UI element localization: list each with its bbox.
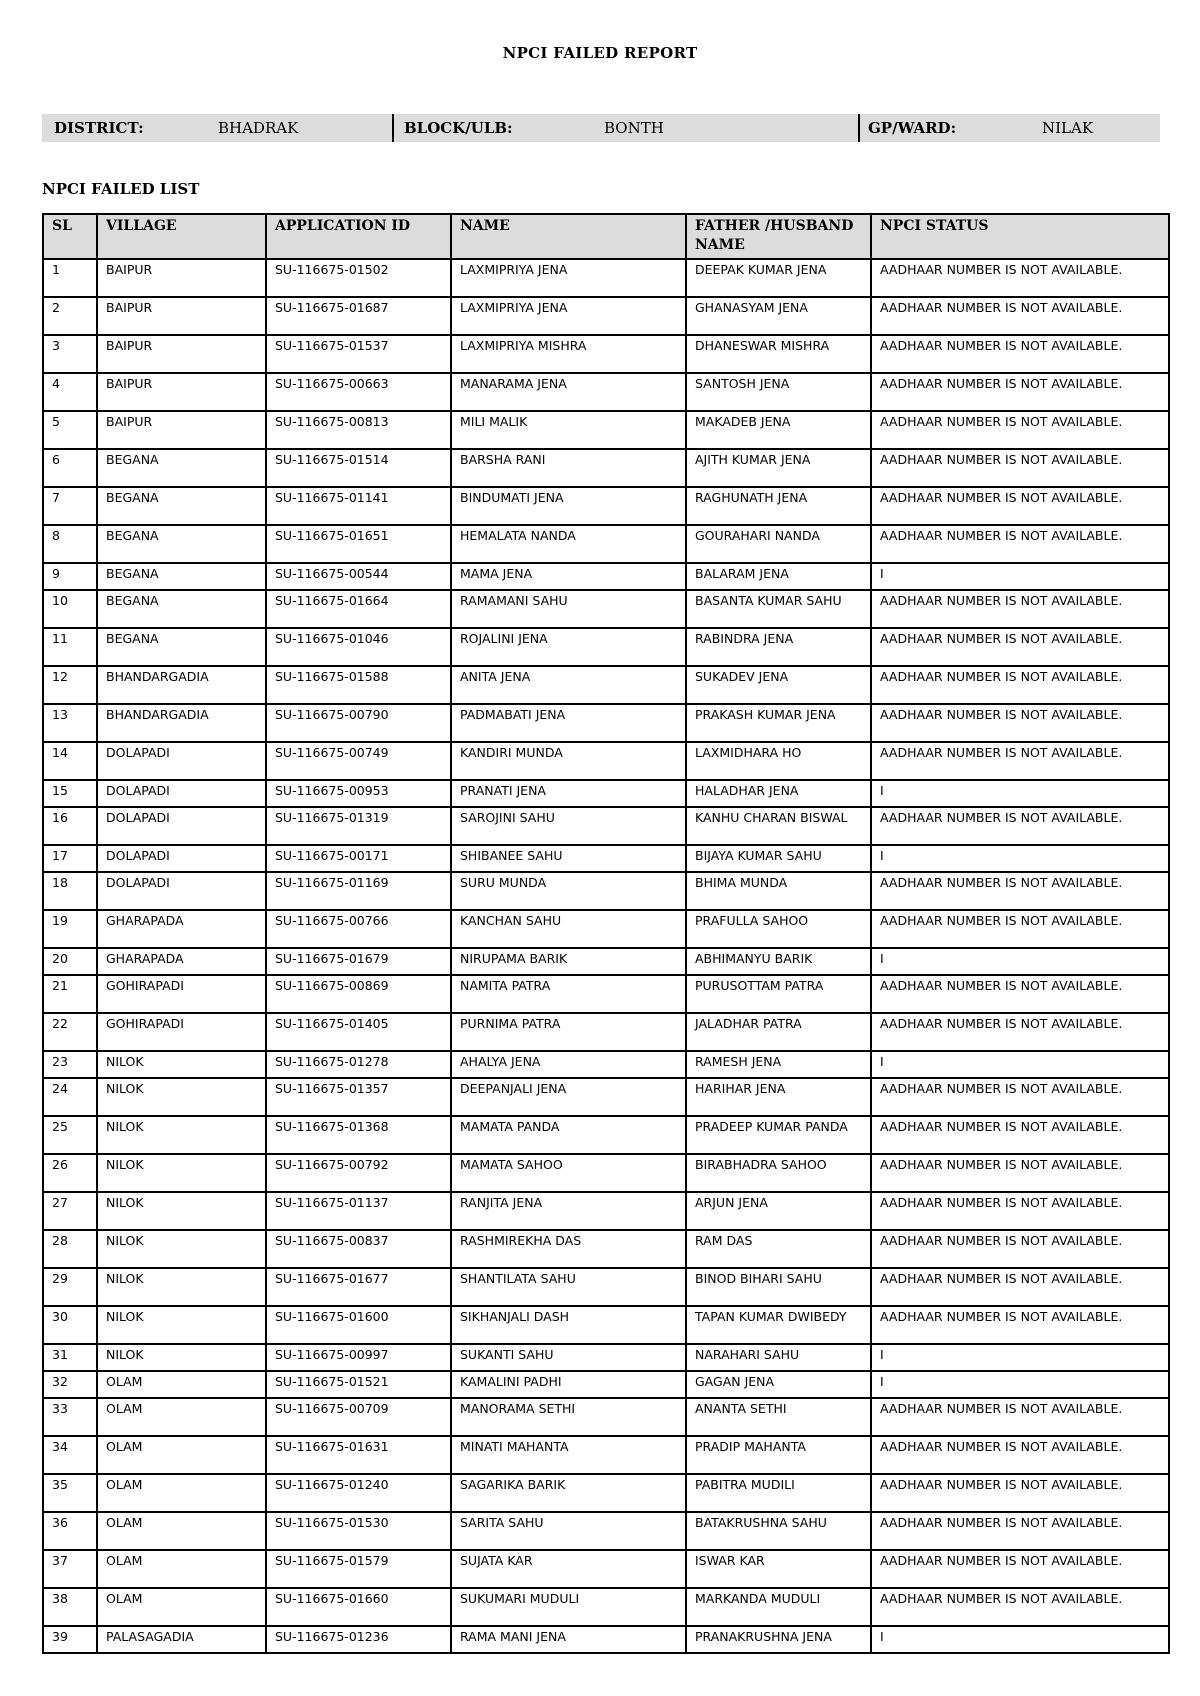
cell-village: OLAM bbox=[97, 1398, 266, 1436]
cell-name: PURNIMA PATRA bbox=[451, 1013, 686, 1051]
cell-name: SHIBANEE SAHU bbox=[451, 845, 686, 872]
cell-application-id: SU-116675-00766 bbox=[266, 910, 451, 948]
table-row bbox=[43, 1344, 1169, 1371]
cell-name: RAMAMANI SAHU bbox=[451, 590, 686, 628]
cell-sl: 19 bbox=[43, 910, 97, 948]
table-row bbox=[43, 742, 1169, 780]
cell-npci-status: AADHAAR NUMBER IS NOT AVAILABLE. bbox=[871, 449, 1169, 487]
district-value: BHADRAK bbox=[218, 119, 299, 137]
cell-sl: 28 bbox=[43, 1230, 97, 1268]
cell-village: NILOK bbox=[97, 1051, 266, 1078]
gp-label: GP/WARD: bbox=[868, 119, 957, 137]
cell-application-id: SU-116675-00997 bbox=[266, 1344, 451, 1371]
cell-npci-status: AADHAAR NUMBER IS NOT AVAILABLE. bbox=[871, 525, 1169, 563]
cell-npci-status: I bbox=[871, 1626, 1169, 1653]
cell-village: BEGANA bbox=[97, 487, 266, 525]
cell-father-husband-name: GOURAHARI NANDA bbox=[686, 525, 871, 563]
cell-sl: 3 bbox=[43, 335, 97, 373]
cell-village: BHANDARGADIA bbox=[97, 666, 266, 704]
cell-village: BAIPUR bbox=[97, 297, 266, 335]
cell-name: MANARAMA JENA bbox=[451, 373, 686, 411]
cell-npci-status: AADHAAR NUMBER IS NOT AVAILABLE. bbox=[871, 910, 1169, 948]
cell-name: NIRUPAMA BARIK bbox=[451, 948, 686, 975]
table-row bbox=[43, 1306, 1169, 1344]
table-row bbox=[43, 872, 1169, 910]
cell-sl: 35 bbox=[43, 1474, 97, 1512]
table-row bbox=[43, 259, 1169, 297]
cell-application-id: SU-116675-00171 bbox=[266, 845, 451, 872]
cell-village: BAIPUR bbox=[97, 373, 266, 411]
table-header-row bbox=[43, 214, 1169, 259]
table-row bbox=[43, 1398, 1169, 1436]
table-row bbox=[43, 1051, 1169, 1078]
cell-father-husband-name: PURUSOTTAM PATRA bbox=[686, 975, 871, 1013]
cell-sl: 1 bbox=[43, 259, 97, 297]
cell-father-husband-name: BATAKRUSHNA SAHU bbox=[686, 1512, 871, 1550]
cell-father-husband-name: ANANTA SETHI bbox=[686, 1398, 871, 1436]
cell-npci-status: AADHAAR NUMBER IS NOT AVAILABLE. bbox=[871, 1588, 1169, 1626]
table-row bbox=[43, 1588, 1169, 1626]
cell-application-id: SU-116675-01236 bbox=[266, 1626, 451, 1653]
table-row bbox=[43, 666, 1169, 704]
cell-village: DOLAPADI bbox=[97, 845, 266, 872]
header-father-husband-name: FATHER /HUSBAND NAME bbox=[686, 214, 871, 259]
cell-name: BINDUMATI JENA bbox=[451, 487, 686, 525]
cell-father-husband-name: RAM DAS bbox=[686, 1230, 871, 1268]
cell-father-husband-name: DEEPAK KUMAR JENA bbox=[686, 259, 871, 297]
cell-village: GOHIRAPADI bbox=[97, 975, 266, 1013]
cell-application-id: SU-116675-00813 bbox=[266, 411, 451, 449]
cell-village: BAIPUR bbox=[97, 259, 266, 297]
cell-name: ANITA JENA bbox=[451, 666, 686, 704]
report-title: NPCI FAILED REPORT bbox=[502, 44, 698, 62]
cell-name: MILI MALIK bbox=[451, 411, 686, 449]
cell-father-husband-name: PRAKASH KUMAR JENA bbox=[686, 704, 871, 742]
cell-sl: 29 bbox=[43, 1268, 97, 1306]
cell-father-husband-name: HARIHAR JENA bbox=[686, 1078, 871, 1116]
cell-name: LAXMIPRIYA MISHRA bbox=[451, 335, 686, 373]
cell-npci-status: I bbox=[871, 1344, 1169, 1371]
cell-village: DOLAPADI bbox=[97, 780, 266, 807]
cell-village: BEGANA bbox=[97, 563, 266, 590]
header-sl: SL bbox=[43, 214, 97, 259]
cell-name: SUKUMARI MUDULI bbox=[451, 1588, 686, 1626]
cell-sl: 30 bbox=[43, 1306, 97, 1344]
cell-father-husband-name: MARKANDA MUDULI bbox=[686, 1588, 871, 1626]
cell-father-husband-name: ISWAR KAR bbox=[686, 1550, 871, 1588]
gp-value: NILAK bbox=[1042, 119, 1094, 137]
cell-father-husband-name: AJITH KUMAR JENA bbox=[686, 449, 871, 487]
cell-application-id: SU-116675-01514 bbox=[266, 449, 451, 487]
table-row bbox=[43, 1116, 1169, 1154]
cell-npci-status: AADHAAR NUMBER IS NOT AVAILABLE. bbox=[871, 1436, 1169, 1474]
cell-name: MAMATA SAHOO bbox=[451, 1154, 686, 1192]
cell-application-id: SU-116675-01137 bbox=[266, 1192, 451, 1230]
cell-father-husband-name: MAKADEB JENA bbox=[686, 411, 871, 449]
cell-name: SURU MUNDA bbox=[451, 872, 686, 910]
cell-npci-status: AADHAAR NUMBER IS NOT AVAILABLE. bbox=[871, 1268, 1169, 1306]
cell-name: ROJALINI JENA bbox=[451, 628, 686, 666]
cell-application-id: SU-116675-00869 bbox=[266, 975, 451, 1013]
cell-name: HEMALATA NANDA bbox=[451, 525, 686, 563]
cell-village: GHARAPADA bbox=[97, 948, 266, 975]
cell-npci-status: AADHAAR NUMBER IS NOT AVAILABLE. bbox=[871, 590, 1169, 628]
cell-application-id: SU-116675-00544 bbox=[266, 563, 451, 590]
cell-sl: 7 bbox=[43, 487, 97, 525]
cell-npci-status: I bbox=[871, 563, 1169, 590]
cell-name: MAMATA PANDA bbox=[451, 1116, 686, 1154]
cell-application-id: SU-116675-01405 bbox=[266, 1013, 451, 1051]
cell-application-id: SU-116675-01521 bbox=[266, 1371, 451, 1398]
table-row bbox=[43, 335, 1169, 373]
cell-application-id: SU-116675-01660 bbox=[266, 1588, 451, 1626]
cell-application-id: SU-116675-00709 bbox=[266, 1398, 451, 1436]
table-row bbox=[43, 845, 1169, 872]
cell-application-id: SU-116675-01588 bbox=[266, 666, 451, 704]
cell-father-husband-name: TAPAN KUMAR DWIBEDY bbox=[686, 1306, 871, 1344]
cell-village: GOHIRAPADI bbox=[97, 1013, 266, 1051]
table-row bbox=[43, 590, 1169, 628]
cell-sl: 36 bbox=[43, 1512, 97, 1550]
cell-father-husband-name: BASANTA KUMAR SAHU bbox=[686, 590, 871, 628]
cell-application-id: SU-116675-01368 bbox=[266, 1116, 451, 1154]
header-npci-status: NPCI STATUS bbox=[871, 214, 1169, 259]
cell-application-id: SU-116675-01169 bbox=[266, 872, 451, 910]
cell-father-husband-name: PABITRA MUDILI bbox=[686, 1474, 871, 1512]
cell-name: MAMA JENA bbox=[451, 563, 686, 590]
cell-name: LAXMIPRIYA JENA bbox=[451, 297, 686, 335]
cell-village: DOLAPADI bbox=[97, 742, 266, 780]
cell-name: NAMITA PATRA bbox=[451, 975, 686, 1013]
cell-village: NILOK bbox=[97, 1154, 266, 1192]
cell-village: BEGANA bbox=[97, 628, 266, 666]
block-value: BONTH bbox=[604, 119, 664, 137]
cell-sl: 21 bbox=[43, 975, 97, 1013]
cell-father-husband-name: GAGAN JENA bbox=[686, 1371, 871, 1398]
cell-application-id: SU-116675-01537 bbox=[266, 335, 451, 373]
table-row bbox=[43, 1371, 1169, 1398]
npci-failed-table bbox=[42, 213, 1170, 1654]
cell-application-id: SU-116675-01600 bbox=[266, 1306, 451, 1344]
cell-application-id: SU-116675-01046 bbox=[266, 628, 451, 666]
cell-npci-status: AADHAAR NUMBER IS NOT AVAILABLE. bbox=[871, 742, 1169, 780]
cell-sl: 33 bbox=[43, 1398, 97, 1436]
cell-application-id: SU-116675-01357 bbox=[266, 1078, 451, 1116]
divider bbox=[858, 114, 860, 142]
cell-father-husband-name: PRADIP MAHANTA bbox=[686, 1436, 871, 1474]
cell-name: SAROJINI SAHU bbox=[451, 807, 686, 845]
cell-sl: 11 bbox=[43, 628, 97, 666]
cell-father-husband-name: JALADHAR PATRA bbox=[686, 1013, 871, 1051]
cell-npci-status: AADHAAR NUMBER IS NOT AVAILABLE. bbox=[871, 1192, 1169, 1230]
cell-father-husband-name: BALARAM JENA bbox=[686, 563, 871, 590]
cell-village: PALASAGADIA bbox=[97, 1626, 266, 1653]
table-row bbox=[43, 780, 1169, 807]
cell-village: BEGANA bbox=[97, 590, 266, 628]
cell-village: BEGANA bbox=[97, 525, 266, 563]
cell-application-id: SU-116675-00792 bbox=[266, 1154, 451, 1192]
cell-application-id: SU-116675-01141 bbox=[266, 487, 451, 525]
list-title: NPCI FAILED LIST bbox=[42, 180, 200, 198]
cell-npci-status: AADHAAR NUMBER IS NOT AVAILABLE. bbox=[871, 487, 1169, 525]
cell-name: AHALYA JENA bbox=[451, 1051, 686, 1078]
cell-village: NILOK bbox=[97, 1078, 266, 1116]
cell-sl: 2 bbox=[43, 297, 97, 335]
cell-application-id: SU-116675-01651 bbox=[266, 525, 451, 563]
cell-sl: 13 bbox=[43, 704, 97, 742]
table-row bbox=[43, 704, 1169, 742]
cell-npci-status: AADHAAR NUMBER IS NOT AVAILABLE. bbox=[871, 1398, 1169, 1436]
cell-npci-status: I bbox=[871, 1371, 1169, 1398]
cell-application-id: SU-116675-01240 bbox=[266, 1474, 451, 1512]
cell-name: RAMA MANI JENA bbox=[451, 1626, 686, 1653]
table-row bbox=[43, 1436, 1169, 1474]
cell-village: NILOK bbox=[97, 1306, 266, 1344]
cell-sl: 4 bbox=[43, 373, 97, 411]
cell-sl: 16 bbox=[43, 807, 97, 845]
cell-sl: 37 bbox=[43, 1550, 97, 1588]
cell-sl: 39 bbox=[43, 1626, 97, 1653]
cell-name: SIKHANJALI DASH bbox=[451, 1306, 686, 1344]
cell-npci-status: AADHAAR NUMBER IS NOT AVAILABLE. bbox=[871, 975, 1169, 1013]
cell-sl: 25 bbox=[43, 1116, 97, 1154]
table-row bbox=[43, 1550, 1169, 1588]
cell-father-husband-name: PRAFULLA SAHOO bbox=[686, 910, 871, 948]
cell-npci-status: AADHAAR NUMBER IS NOT AVAILABLE. bbox=[871, 1474, 1169, 1512]
cell-name: LAXMIPRIYA JENA bbox=[451, 259, 686, 297]
cell-name: RASHMIREKHA DAS bbox=[451, 1230, 686, 1268]
cell-application-id: SU-116675-01664 bbox=[266, 590, 451, 628]
cell-npci-status: AADHAAR NUMBER IS NOT AVAILABLE. bbox=[871, 373, 1169, 411]
cell-npci-status: AADHAAR NUMBER IS NOT AVAILABLE. bbox=[871, 297, 1169, 335]
cell-village: BAIPUR bbox=[97, 411, 266, 449]
cell-father-husband-name: RAMESH JENA bbox=[686, 1051, 871, 1078]
cell-father-husband-name: SUKADEV JENA bbox=[686, 666, 871, 704]
cell-application-id: SU-116675-01631 bbox=[266, 1436, 451, 1474]
cell-village: BAIPUR bbox=[97, 335, 266, 373]
cell-village: NILOK bbox=[97, 1230, 266, 1268]
cell-npci-status: AADHAAR NUMBER IS NOT AVAILABLE. bbox=[871, 1154, 1169, 1192]
cell-npci-status: AADHAAR NUMBER IS NOT AVAILABLE. bbox=[871, 704, 1169, 742]
table-row bbox=[43, 373, 1169, 411]
cell-npci-status: AADHAAR NUMBER IS NOT AVAILABLE. bbox=[871, 259, 1169, 297]
table-row bbox=[43, 297, 1169, 335]
table-row bbox=[43, 1474, 1169, 1512]
cell-npci-status: AADHAAR NUMBER IS NOT AVAILABLE. bbox=[871, 1013, 1169, 1051]
cell-village: GHARAPADA bbox=[97, 910, 266, 948]
cell-sl: 26 bbox=[43, 1154, 97, 1192]
cell-sl: 17 bbox=[43, 845, 97, 872]
cell-village: OLAM bbox=[97, 1588, 266, 1626]
cell-village: NILOK bbox=[97, 1192, 266, 1230]
cell-father-husband-name: LAXMIDHARA HO bbox=[686, 742, 871, 780]
cell-father-husband-name: RAGHUNATH JENA bbox=[686, 487, 871, 525]
table-row bbox=[43, 449, 1169, 487]
cell-name: PRANATI JENA bbox=[451, 780, 686, 807]
cell-village: BEGANA bbox=[97, 449, 266, 487]
cell-village: DOLAPADI bbox=[97, 807, 266, 845]
cell-father-husband-name: ABHIMANYU BARIK bbox=[686, 948, 871, 975]
block-label: BLOCK/ULB: bbox=[404, 119, 513, 137]
cell-village: BHANDARGADIA bbox=[97, 704, 266, 742]
table-row bbox=[43, 975, 1169, 1013]
cell-sl: 9 bbox=[43, 563, 97, 590]
cell-npci-status: AADHAAR NUMBER IS NOT AVAILABLE. bbox=[871, 666, 1169, 704]
table-row bbox=[43, 948, 1169, 975]
cell-sl: 5 bbox=[43, 411, 97, 449]
cell-father-husband-name: PRADEEP KUMAR PANDA bbox=[686, 1116, 871, 1154]
table-row bbox=[43, 411, 1169, 449]
cell-name: MANORAMA SETHI bbox=[451, 1398, 686, 1436]
cell-sl: 23 bbox=[43, 1051, 97, 1078]
cell-name: KAMALINI PADHI bbox=[451, 1371, 686, 1398]
cell-application-id: SU-116675-00790 bbox=[266, 704, 451, 742]
table-row bbox=[43, 487, 1169, 525]
cell-village: OLAM bbox=[97, 1436, 266, 1474]
cell-npci-status: AADHAAR NUMBER IS NOT AVAILABLE. bbox=[871, 872, 1169, 910]
cell-sl: 20 bbox=[43, 948, 97, 975]
cell-father-husband-name: GHANASYAM JENA bbox=[686, 297, 871, 335]
cell-sl: 8 bbox=[43, 525, 97, 563]
cell-name: SARITA SAHU bbox=[451, 1512, 686, 1550]
header-application-id: APPLICATION ID bbox=[266, 214, 451, 259]
district-label: DISTRICT: bbox=[54, 119, 144, 137]
cell-name: SUKANTI SAHU bbox=[451, 1344, 686, 1371]
cell-sl: 18 bbox=[43, 872, 97, 910]
cell-npci-status: AADHAAR NUMBER IS NOT AVAILABLE. bbox=[871, 411, 1169, 449]
cell-sl: 14 bbox=[43, 742, 97, 780]
table-row bbox=[43, 807, 1169, 845]
cell-name: MINATI MAHANTA bbox=[451, 1436, 686, 1474]
cell-name: SHANTILATA SAHU bbox=[451, 1268, 686, 1306]
cell-sl: 24 bbox=[43, 1078, 97, 1116]
cell-father-husband-name: PRANAKRUSHNA JENA bbox=[686, 1626, 871, 1653]
header-name: NAME bbox=[451, 214, 686, 259]
cell-sl: 27 bbox=[43, 1192, 97, 1230]
cell-npci-status: AADHAAR NUMBER IS NOT AVAILABLE. bbox=[871, 1116, 1169, 1154]
table-row bbox=[43, 628, 1169, 666]
cell-father-husband-name: HALADHAR JENA bbox=[686, 780, 871, 807]
table-row bbox=[43, 1154, 1169, 1192]
cell-father-husband-name: BHIMA MUNDA bbox=[686, 872, 871, 910]
cell-npci-status: AADHAAR NUMBER IS NOT AVAILABLE. bbox=[871, 335, 1169, 373]
cell-father-husband-name: BIRABHADRA SAHOO bbox=[686, 1154, 871, 1192]
cell-father-husband-name: NARAHARI SAHU bbox=[686, 1344, 871, 1371]
cell-father-husband-name: KANHU CHARAN BISWAL bbox=[686, 807, 871, 845]
cell-village: NILOK bbox=[97, 1116, 266, 1154]
cell-sl: 31 bbox=[43, 1344, 97, 1371]
cell-village: NILOK bbox=[97, 1268, 266, 1306]
cell-sl: 34 bbox=[43, 1436, 97, 1474]
cell-application-id: SU-116675-00837 bbox=[266, 1230, 451, 1268]
cell-father-husband-name: DHANESWAR MISHRA bbox=[686, 335, 871, 373]
cell-father-husband-name: SANTOSH JENA bbox=[686, 373, 871, 411]
cell-village: DOLAPADI bbox=[97, 872, 266, 910]
cell-father-husband-name: BIJAYA KUMAR SAHU bbox=[686, 845, 871, 872]
table-row bbox=[43, 1013, 1169, 1051]
cell-name: SAGARIKA BARIK bbox=[451, 1474, 686, 1512]
cell-npci-status: I bbox=[871, 1051, 1169, 1078]
cell-sl: 10 bbox=[43, 590, 97, 628]
cell-village: OLAM bbox=[97, 1512, 266, 1550]
table-row bbox=[43, 525, 1169, 563]
table-row bbox=[43, 563, 1169, 590]
cell-application-id: SU-116675-01278 bbox=[266, 1051, 451, 1078]
table-row bbox=[43, 1512, 1169, 1550]
cell-village: OLAM bbox=[97, 1550, 266, 1588]
table-row bbox=[43, 1626, 1169, 1653]
location-info-bar bbox=[42, 114, 1160, 142]
cell-application-id: SU-116675-01677 bbox=[266, 1268, 451, 1306]
table-row bbox=[43, 1268, 1169, 1306]
table-row bbox=[43, 910, 1169, 948]
table-row bbox=[43, 1192, 1169, 1230]
cell-application-id: SU-116675-01579 bbox=[266, 1550, 451, 1588]
table-row bbox=[43, 1078, 1169, 1116]
header-village: VILLAGE bbox=[97, 214, 266, 259]
cell-sl: 22 bbox=[43, 1013, 97, 1051]
cell-application-id: SU-116675-01530 bbox=[266, 1512, 451, 1550]
cell-npci-status: AADHAAR NUMBER IS NOT AVAILABLE. bbox=[871, 807, 1169, 845]
cell-application-id: SU-116675-00953 bbox=[266, 780, 451, 807]
cell-npci-status: AADHAAR NUMBER IS NOT AVAILABLE. bbox=[871, 1078, 1169, 1116]
cell-application-id: SU-116675-00749 bbox=[266, 742, 451, 780]
cell-application-id: SU-116675-01502 bbox=[266, 259, 451, 297]
divider bbox=[392, 114, 394, 142]
cell-name: RANJITA JENA bbox=[451, 1192, 686, 1230]
cell-sl: 32 bbox=[43, 1371, 97, 1398]
cell-application-id: SU-116675-01319 bbox=[266, 807, 451, 845]
cell-village: OLAM bbox=[97, 1474, 266, 1512]
cell-sl: 38 bbox=[43, 1588, 97, 1626]
cell-village: NILOK bbox=[97, 1344, 266, 1371]
cell-name: DEEPANJALI JENA bbox=[451, 1078, 686, 1116]
cell-father-husband-name: BINOD BIHARI SAHU bbox=[686, 1268, 871, 1306]
cell-village: OLAM bbox=[97, 1371, 266, 1398]
cell-father-husband-name: RABINDRA JENA bbox=[686, 628, 871, 666]
cell-sl: 6 bbox=[43, 449, 97, 487]
cell-sl: 12 bbox=[43, 666, 97, 704]
cell-npci-status: AADHAAR NUMBER IS NOT AVAILABLE. bbox=[871, 1512, 1169, 1550]
cell-application-id: SU-116675-00663 bbox=[266, 373, 451, 411]
cell-name: KANCHAN SAHU bbox=[451, 910, 686, 948]
cell-npci-status: I bbox=[871, 948, 1169, 975]
cell-name: BARSHA RANI bbox=[451, 449, 686, 487]
cell-name: SUJATA KAR bbox=[451, 1550, 686, 1588]
cell-name: PADMABATI JENA bbox=[451, 704, 686, 742]
cell-npci-status: AADHAAR NUMBER IS NOT AVAILABLE. bbox=[871, 1306, 1169, 1344]
cell-sl: 15 bbox=[43, 780, 97, 807]
cell-npci-status: I bbox=[871, 845, 1169, 872]
cell-father-husband-name: ARJUN JENA bbox=[686, 1192, 871, 1230]
cell-npci-status: AADHAAR NUMBER IS NOT AVAILABLE. bbox=[871, 628, 1169, 666]
cell-npci-status: AADHAAR NUMBER IS NOT AVAILABLE. bbox=[871, 1230, 1169, 1268]
cell-name: KANDIRI MUNDA bbox=[451, 742, 686, 780]
cell-npci-status: I bbox=[871, 780, 1169, 807]
cell-application-id: SU-116675-01687 bbox=[266, 297, 451, 335]
table-row bbox=[43, 1230, 1169, 1268]
cell-npci-status: AADHAAR NUMBER IS NOT AVAILABLE. bbox=[871, 1550, 1169, 1588]
cell-application-id: SU-116675-01679 bbox=[266, 948, 451, 975]
